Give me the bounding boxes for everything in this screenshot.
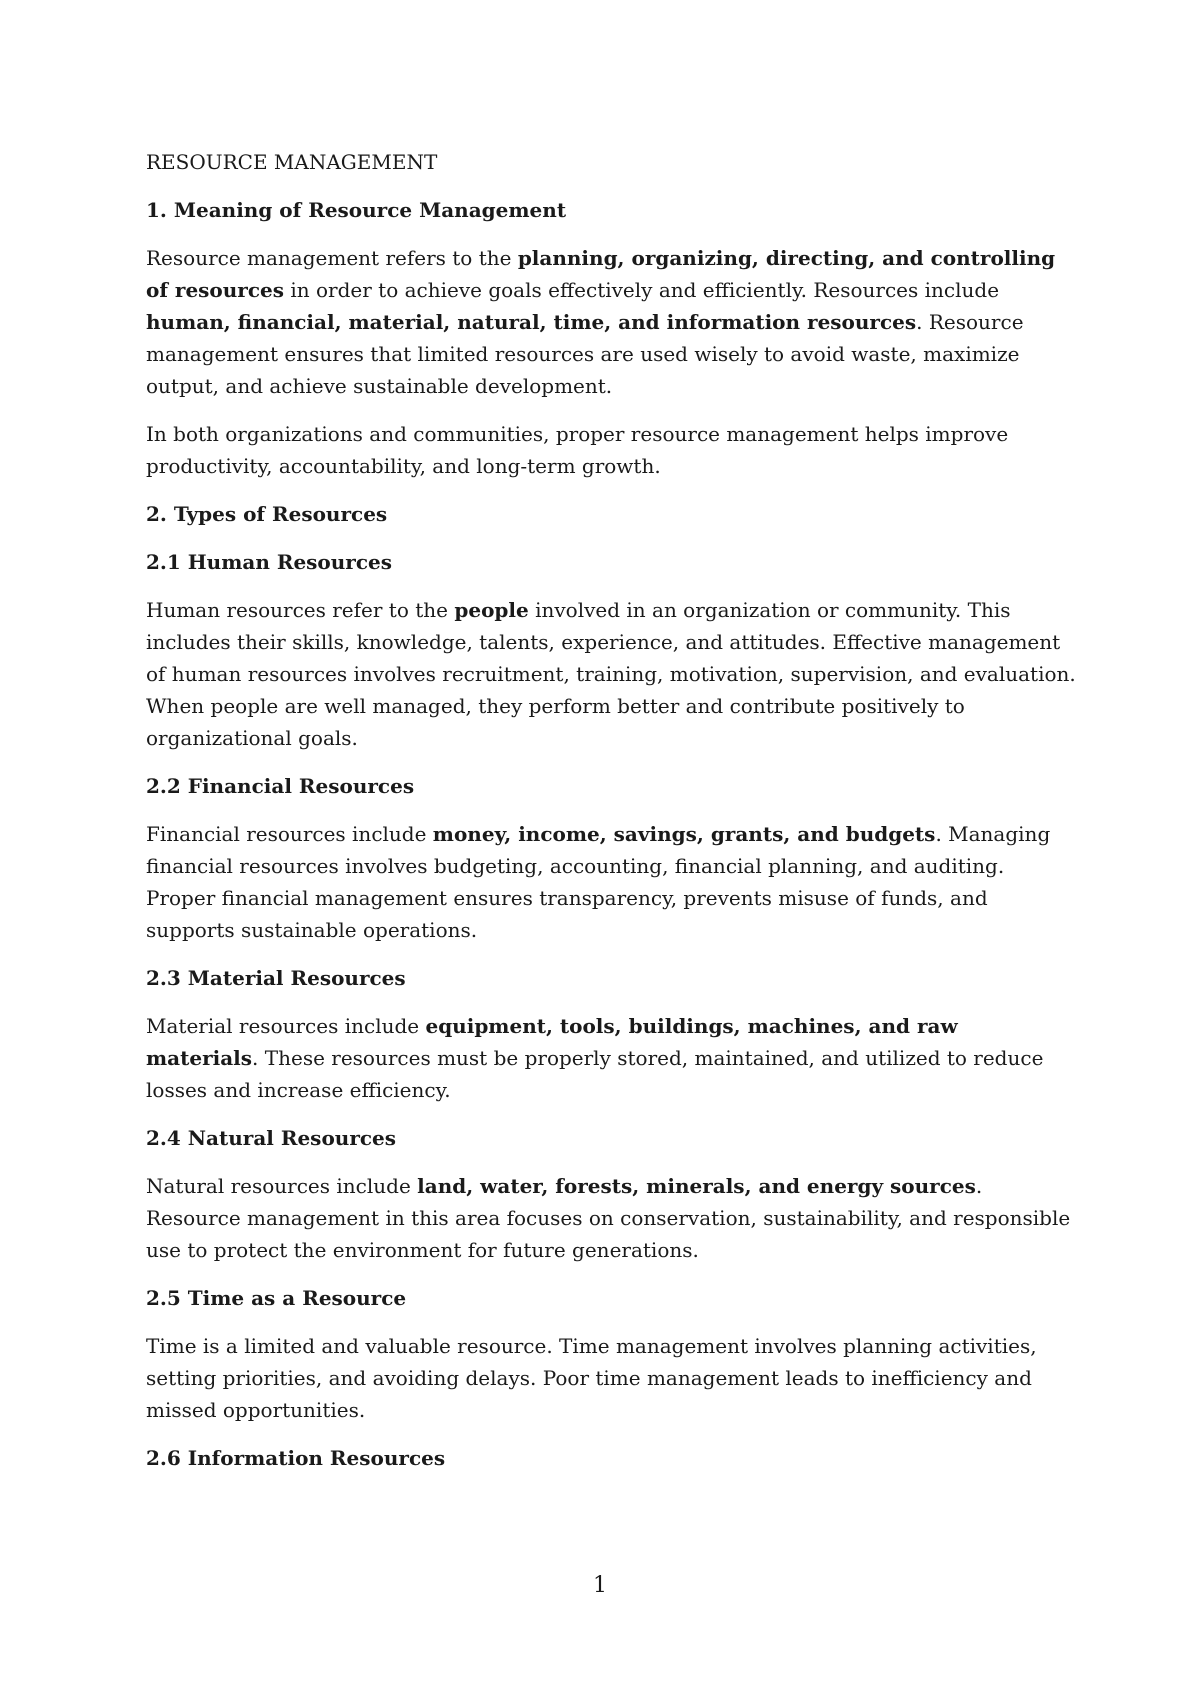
material-resources-paragraph bbox=[146, 1010, 1076, 1106]
material-bold: equipment, tools, buildings, machines, and raw materials bbox=[146, 1014, 958, 1070]
material-text-2: . These resources must be properly stored, maintained, and utilized to reduce losses and increase efficiency. bbox=[146, 1046, 1044, 1102]
natural-resources-paragraph bbox=[146, 1170, 1076, 1266]
human-bold: people bbox=[454, 598, 529, 622]
section-1-heading: 1. Meaning of Resource Management bbox=[146, 198, 567, 222]
organizations-paragraph: In both organizations and communities, proper resource management helps improve productivity, accountability, and long-term growth. bbox=[146, 422, 1009, 478]
financial-text-1: Financial resources include bbox=[146, 822, 433, 846]
page-number: 1 bbox=[593, 1573, 607, 1598]
meaning-bold-1: planning, organizing, directing, and controlling of resources bbox=[146, 246, 1056, 302]
material-resources-heading: 2.3 Material Resources bbox=[146, 966, 406, 990]
natural-text-1: Natural resources include bbox=[146, 1174, 418, 1198]
natural-text-2: . Resource management in this area focuses on conservation, sustainability, and responsible use to protect the environment for future generations. bbox=[146, 1174, 1071, 1262]
meaning-text-3: . Resource management ensures that limited resources are used wisely to avoid waste, maximize output, and achieve sustainable development. bbox=[146, 310, 1024, 398]
human-text-2: involved in an organization or community. This includes their skills, knowledge, talents, experience, and attitudes. Effective management of human resources involves recruitment, training, motivation, supervision, and evaluation. When people are well managed, they perform better and contribute positively to organizational goals. bbox=[146, 598, 1076, 750]
document-body bbox=[146, 146, 1076, 1490]
meaning-paragraph bbox=[146, 242, 1076, 402]
information-resources-heading: 2.6 Information Resources bbox=[146, 1446, 446, 1470]
financial-resources-heading: 2.2 Financial Resources bbox=[146, 774, 415, 798]
time-resource-paragraph: Time is a limited and valuable resource. Time management involves planning activities, setting priorities, and avoiding delays. Poor time management leads to inefficiency and missed opportunities. bbox=[146, 1334, 1037, 1422]
financial-resources-paragraph bbox=[146, 818, 1076, 946]
section-2-heading: 2. Types of Resources bbox=[146, 502, 388, 526]
meaning-bold-2: human, financial, material, natural, time, and information resources bbox=[146, 310, 917, 334]
meaning-text-2: in order to achieve goals effectively and efficiently. Resources include bbox=[284, 278, 1000, 302]
natural-resources-heading: 2.4 Natural Resources bbox=[146, 1126, 397, 1150]
human-text-1: Human resources refer to the bbox=[146, 598, 455, 622]
human-resources-heading: 2.1 Human Resources bbox=[146, 550, 393, 574]
financial-bold: money, income, savings, grants, and budgets bbox=[432, 822, 936, 846]
document-title: RESOURCE MANAGEMENT bbox=[146, 150, 438, 174]
meaning-text-1: Resource management refers to the bbox=[146, 246, 518, 270]
human-resources-paragraph bbox=[146, 594, 1076, 754]
natural-bold: land, water, forests, minerals, and energy sources bbox=[417, 1174, 976, 1198]
time-resource-heading: 2.5 Time as a Resource bbox=[146, 1286, 407, 1310]
material-text-1: Material resources include bbox=[146, 1014, 426, 1038]
financial-text-2: . Managing financial resources involves budgeting, accounting, financial planning, and auditing. Proper financial management ensures transparency, prevents misuse of funds, and supports sustainable operations. bbox=[146, 822, 1051, 942]
